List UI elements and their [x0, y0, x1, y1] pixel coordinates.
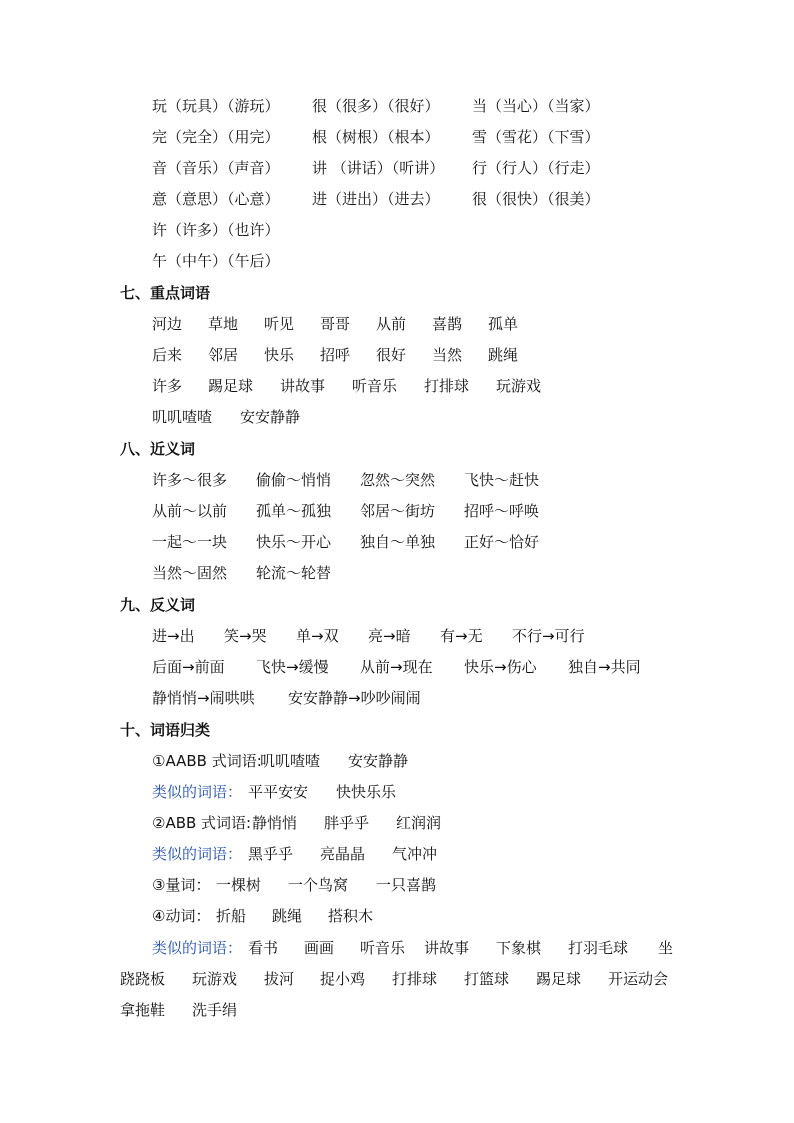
word: 一棵树 [216, 876, 262, 894]
antonym-pair: 亮→暗 [368, 627, 411, 645]
category-label: ③量词： [152, 876, 211, 894]
word: 许多 [152, 377, 183, 395]
char-entry: 完（完全）（用完） [152, 128, 280, 146]
word: 黑乎乎 [248, 845, 294, 863]
antonym-pair: 从前→现在 [360, 658, 433, 676]
similar-label: 类似的词语： [152, 845, 243, 863]
word: 招呼 [320, 346, 351, 364]
char-entry: 玩（玩具）（游玩） [152, 97, 280, 115]
synonym-pair: 飞快～赶快 [464, 471, 540, 489]
section-title: 八、近义词 [120, 440, 196, 458]
word: 草地 [208, 315, 239, 333]
synonym-pair: 快乐～开心 [256, 533, 332, 551]
antonym-pair: 笑→哭 [224, 627, 267, 645]
word: 邻居 [208, 346, 239, 364]
word: 洗手绢 [192, 1001, 238, 1019]
word: 打羽毛球 [568, 939, 629, 957]
word: 折船 [216, 907, 247, 925]
char-entry: 进（进出）（进去） [312, 190, 440, 208]
char-entry: 当（当心）（当家） [472, 97, 600, 115]
synonym-pair: 一起～一块 [152, 533, 228, 551]
antonym-pair: 快乐→伤心 [464, 658, 537, 676]
word: 气冲冲 [392, 845, 438, 863]
word: 讲故事 [424, 939, 470, 957]
word: 跳绳 [488, 346, 519, 364]
antonym-pair: 不行→可行 [512, 627, 585, 645]
word: 红润润 [396, 814, 442, 832]
word: 安安静静 [240, 408, 301, 426]
antonym-pair: 进→出 [152, 627, 195, 645]
word: 平平安安 [248, 783, 309, 801]
word: 安安静静 [348, 752, 409, 770]
char-entry: 很（很多）（很好） [312, 97, 440, 115]
section-title: 十、词语归类 [120, 721, 211, 739]
synonym-pair: 正好～恰好 [464, 533, 540, 551]
word: 打篮球 [464, 970, 510, 988]
word: 从前 [376, 315, 407, 333]
antonym-pair: 安安静静→吵吵闹闹 [288, 689, 421, 707]
word: 后来 [152, 346, 183, 364]
antonym-pair: 静悄悄→闹哄哄 [152, 689, 255, 707]
synonym-pair: 邻居～街坊 [360, 502, 436, 520]
word: 坐 [658, 939, 674, 957]
word: 拔河 [264, 970, 295, 988]
word: 讲故事 [280, 377, 326, 395]
word: 哥哥 [320, 315, 351, 333]
word: 捉小鸡 [320, 970, 366, 988]
section-title: 七、重点词语 [120, 284, 211, 302]
word: 听音乐 [360, 939, 406, 957]
antonym-pair: 后面→前面 [152, 658, 225, 676]
word: 很好 [376, 346, 407, 364]
synonym-pair: 轮流～轮替 [256, 564, 332, 582]
char-entry: 雪（雪花）（下雪） [472, 128, 600, 146]
word: 玩游戏 [496, 377, 542, 395]
word: 打排球 [424, 377, 470, 395]
word: 孤单 [488, 315, 519, 333]
char-entry: 行（行人）（行走） [472, 159, 600, 177]
synonym-pair: 从前～以前 [152, 502, 228, 520]
word: 打排球 [392, 970, 438, 988]
similar-label: 类似的词语： [152, 939, 243, 957]
char-entry: 意（意思）（心意） [152, 190, 280, 208]
word: 开运动会 [608, 970, 669, 988]
word: 一只喜鹊 [376, 876, 437, 894]
antonym-pair: 单→双 [296, 627, 339, 645]
word: 叽叽喳喳 [152, 408, 213, 426]
char-entry: 讲 （讲话）（听讲） [312, 159, 445, 177]
similar-label: 类似的词语： [152, 783, 243, 801]
synonym-pair: 独自～单独 [360, 533, 436, 551]
word: 喜鹊 [432, 315, 463, 333]
word: 搭积木 [328, 907, 374, 925]
synonym-pair: 忽然～突然 [360, 471, 436, 489]
char-entry: 音（音乐）（声音） [152, 159, 280, 177]
word: 看书 [248, 939, 279, 957]
char-entry: 许（许多）（也许） [152, 221, 280, 239]
antonym-pair: 飞快→缓慢 [256, 658, 329, 676]
antonym-pair: 有→无 [440, 627, 483, 645]
word: 当然 [432, 346, 463, 364]
category-label: ④动词： [152, 907, 211, 925]
char-entry: 很（很快）（很美） [472, 190, 600, 208]
char-entry: 根（树根）（根本） [312, 128, 440, 146]
antonym-pair: 独自→共同 [568, 658, 641, 676]
synonym-pair: 孤单～孤独 [256, 502, 332, 520]
word: 亮晶晶 [320, 845, 366, 863]
word: 玩游戏 [192, 970, 238, 988]
word: 听见 [264, 315, 295, 333]
word: 踢足球 [536, 970, 582, 988]
word: 胖乎乎 [324, 814, 370, 832]
word: 拿拖鞋 [120, 1001, 166, 1019]
word: 听音乐 [352, 377, 398, 395]
word: 下象棋 [496, 939, 542, 957]
word: 快乐 [264, 346, 295, 364]
synonym-pair: 当然～固然 [152, 564, 228, 582]
word: 河边 [152, 315, 183, 333]
word: 踢足球 [208, 377, 254, 395]
synonym-pair: 偷偷～悄悄 [256, 471, 332, 489]
word: 静悄悄 [252, 814, 298, 832]
synonym-pair: 招呼～呼唤 [464, 502, 540, 520]
category-label: ②ABB 式词语: [152, 814, 252, 832]
char-entry: 午（中午）（午后） [152, 252, 280, 270]
category-label: ①AABB 式词语: [152, 752, 262, 770]
word: 跷跷板 [120, 970, 166, 988]
word: 跳绳 [272, 907, 303, 925]
word: 叽叽喳喳 [260, 752, 321, 770]
word: 一个鸟窝 [288, 876, 349, 894]
synonym-pair: 许多～很多 [152, 471, 228, 489]
section-title: 九、反义词 [120, 596, 196, 614]
word: 快快乐乐 [336, 783, 397, 801]
word: 画画 [304, 939, 335, 957]
